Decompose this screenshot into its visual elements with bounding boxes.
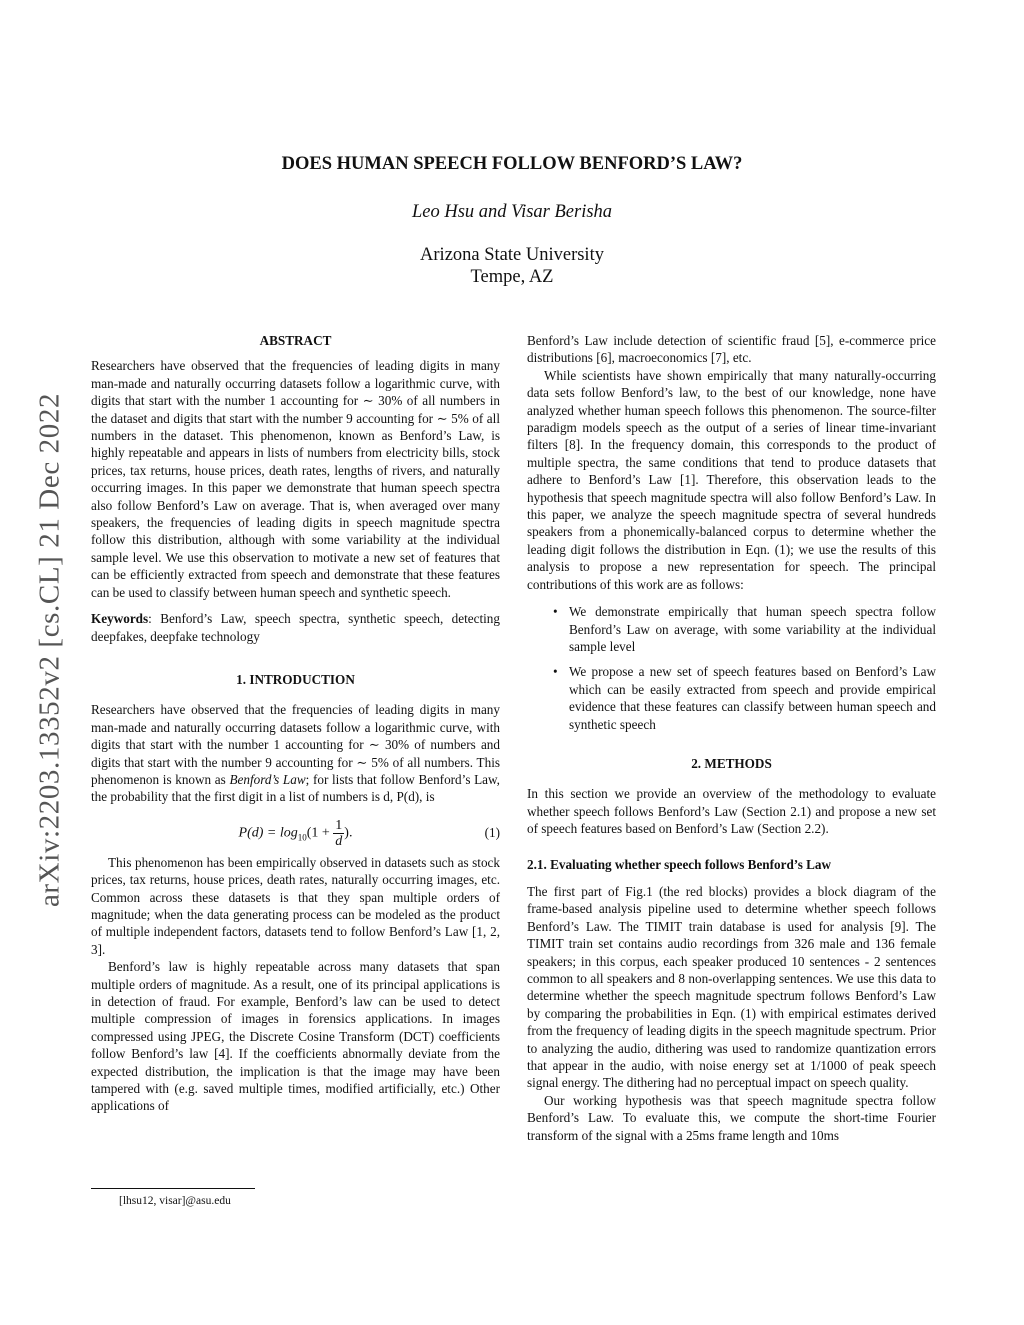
abstract-text: Researchers have observed that the frequencies of leading digits in many man-made and naturally occurring datasets follow a logarithmic curve, with digits that start with the number 1 accounting for ∼ 30% of all numbers in the dataset and digits that start with the number 9 accounting for ∼ 5% of all numbers in the dataset. This phenomenon, known as Benford’s Law, is highly repeatable and appears in lists of numbers from electricity bills, stock prices, tax returns, house prices, death rates, lengths of rivers, and naturally occurring images. In this paper we demonstrate that human speech spectra also follow Benford’s Law on average. That is, when averaged over many speakers, the frequencies of leading digits in speech magnitude spectra follow this distribution, although with some variability at the individual sample level. We use this observation to motivate a new set of features that can be efficiently extracted from speech and demonstrate that these features can be used to classify between human speech and synthetic speech. [91,358,500,600]
arxiv-sidebar-stamp [32,350,68,950]
right-column [527,332,936,1144]
affiliation-location: Tempe, AZ [470,267,554,287]
footnote [91,1188,391,1207]
list-item-text: We propose a new set of speech features based on Benford’s Law which can be easily extracted from speech and provide empirical evidence that these features can classify between human speech and synthetic speech [569,664,936,732]
intro-paragraph-4: Benford’s Law include detection of scientific fraud [5], e-commerce price distributions [6], macroeconomics [7], etc. [527,333,936,366]
keywords-label: Keywords [91,611,149,627]
affiliation-institution: Arizona State University [420,245,604,265]
eq-denominator: d [335,833,343,849]
footnote-email: [lhsu12, visar]@asu.edu [119,1195,231,1207]
bullet-icon: • [553,604,558,620]
list-item-text: We demonstrate empirically that human speech spectra follow Benford’s Law on average, with some variability at the individual sample level [569,604,936,654]
intro-paragraph-5: While scientists have shown empirically that many naturally-occurring data sets follow Benford’s law, to the best of our knowledge, none have analyzed whether human speech follows this phenomenon. The source-filter paradigm models speech as the output of a series of linear time-invariant filters [8]. In the frequency domain, this corresponds to the product of multiple spectra, the same conditions that tend to produce datasets that adhere to Benford’s Law [1]. Therefore, this observation leads to the hypothesis that speech magnitude spectra will also follow Benford’s Law. In this paper, we analyze the speech magnitude spectra of several hundreds speakers from a phonemically-balanced corpus to determine whether the leading digit follows the distribution in Eqn. (1); we use the results of this analysis to propose a new representation for speech. The principal contributions of this work are as follows: [527,367,936,592]
methods-paragraph-2: The first part of Fig.1 (the red blocks) provides a block diagram of the frame-based analysis pipeline used to determine whether speech follows Benford’s Law. The TIMIT train database is used for analysis [9]. The TIMIT train set contains audio recordings from 326 male and 136 female speakers; in this corpus, each speaker produced 10 sentences - 2 sentences common to all speakers and 8 non-overlapping sentences. We use this data to determine whether the speech magnitude spectrum follows Benford’s Law by comparing the probabilities in Eqn. (1) with empirical estimates derived from the frequency of leading digits in the speech magnitude spectrum. Prior to analyzing the audio, dithering was used to randomize quantization errors that appear in the audio, with noise energy set at 1/1000 of peak speech signal energy. The dithering had no perceptual impact on speech quality. [527,883,936,1091]
eq-lhs: P(d) = log [238,825,298,841]
intro-heading: 1. INTRODUCTION [236,671,355,687]
abstract-heading: ABSTRACT [259,333,332,348]
equation-expression [91,818,500,849]
arxiv-identifier: arXiv:2203.13352v2 [cs.CL] 21 Dec 2022 [33,392,66,908]
contributions-list [527,603,936,733]
eq-subscript: 10 [297,832,307,843]
intro-paragraph-3: Benford’s law is highly repeatable across many datasets that span multiple orders of magnitude. As a result, one of its principal applications is in detection of fraud. For example, Benford’s law can be used to detect multiple compression of images in forensics applications. In images compressed using JPEG, the Discrete Cosine Transform (DCT) coefficients follow Benford’s law [4]. If the coefficients abnormally deviate from the expected distribution, the implication is that the image may have been tampered with (e.g. saved multiple times, modified artificially, etc.) Other applications of [91,959,500,1114]
equation-1 [91,812,500,852]
keywords [91,610,500,645]
keywords-text: : Benford’s Law, speech spectra, synthetic speech, detecting deepfakes, deepfake technology [91,611,500,644]
left-column [91,332,500,1115]
paper-authors: Leo Hsu and Visar Berisha [411,202,613,222]
eq-end: ). [344,825,353,841]
intro-p1-emphasis: Benford’s Law [229,771,306,787]
intro-paragraph-2: This phenomenon has been empirically observed in datasets such as stock prices, tax returns, house prices, death rates, naturally occurring images, etc. Common across these datasets is that they span multiple orders of magnitude; when the data generating process can be modeled as the product of multiple independent factors, datasets tend to follow Benford’s Law [1, 2, 3]. [91,854,500,957]
eq-mid: (1 + [306,825,334,841]
bullet-icon: • [553,664,558,680]
eq-fraction [333,818,344,849]
methods-heading: 2. METHODS [691,755,772,771]
footnote-divider [91,1188,255,1189]
list-item [527,603,936,655]
paper-title: DOES HUMAN SPEECH FOLLOW BENFORD’S LAW? [281,154,743,174]
subsection-heading: 2.1. Evaluating whether speech follows Benford’s Law [527,856,832,872]
intro-p1-text: Researchers have observed that the frequencies of leading digits in many man-made and naturally occurring datasets follow a logarithmic curve, with digits that start with the number 1 accounting for ∼ 30% of numbers and digits that start with the number 9 accounting for ∼ 5% of all numbers. This phenomenon is known as [91,702,500,787]
intro-paragraph-1 [91,701,500,805]
methods-paragraph-1: In this section we provide an overview of the methodology to evaluate whether speech follows Benford’s Law (Section 2.1) and propose a new set of speech features based on Benford’s Law (Section 2.2). [527,786,936,837]
methods-paragraph-3: Our working hypothesis was that speech magnitude spectra follow Benford’s Law. To evaluate this, we compute the short-time Fourier transform of the signal with a 25ms frame length and 10ms [527,1092,936,1143]
affiliation [0,244,1024,288]
eq-numerator: 1 [335,817,343,833]
intro-p1-text-end: ; for lists that follow Benford’s Law, the probability that the first digit in a list of numbers is d, P(d), is [91,771,500,805]
equation-number: (1) [484,824,500,840]
list-item [527,663,936,733]
